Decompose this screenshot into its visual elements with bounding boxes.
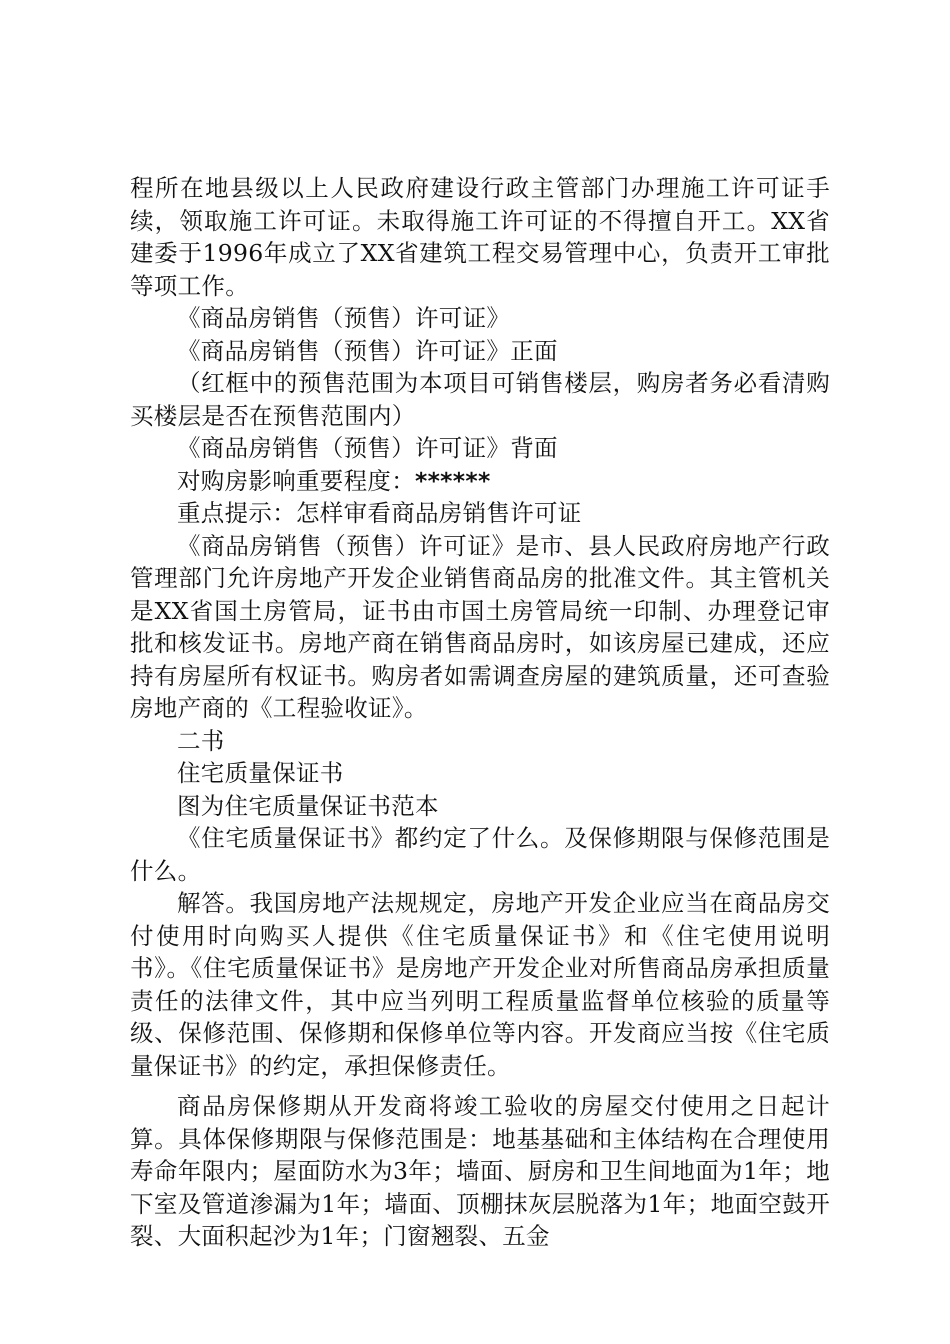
paragraph-sales-permit-explanation: 《商品房销售（预售）许可证》是市、县人民政府房地产行政管理部门允许房地产开发企业销售商品房的批准文件。其主管机关是XX省国土房管局，证书由市国土房管局统一印制、办理登记审批和核发证书。房地产商在销售商品房时，如该房屋已建成，还应持有房屋所有权证书。购房者如需调查房屋的建筑质量，还可查验房地产商的《工程验收证》。 (130, 531, 830, 722)
key-tip-heading: 重点提示：怎样审看商品房销售许可证 (177, 499, 582, 527)
section-heading-two-books: 二书 (177, 726, 225, 755)
paragraph-warranty-period: 商品房保修期从开发商将竣工验收的房屋交付使用之日起计算。具体保修期限与保修范围是：地基基础和主体结构在合理使用寿命年限内；屋面防水为3年；墙面、厨房和卫生间地面为1年；地下室及管道渗漏为1年；墙面、顶棚抹灰层脱落为1年；地面空鼓开裂、大面积起沙为1年；门窗翘裂、五金 (130, 1092, 830, 1250)
caption-quality-guarantee-sample: 图为住宅质量保证书范本 (177, 791, 439, 820)
paragraph-answer: 解答。我国房地产法规规定，房地产开发企业应当在商品房交付使用时向购买人提供《住宅质量保证书》和《住宅使用说明书》。《住宅质量保证书》是房地产开发企业对所售商品房承担质量责任的法律文件，其中应当列明工程质量监督单位核验的质量等级、保修范围、保修期和保修单位等内容。开发商应当按《住宅质量保证书》的约定，承担保修责任。 (130, 889, 830, 1080)
paragraph-construction-permit: 程所在地县级以上人民政府建设行政主管部门办理施工许可证手续，领取施工许可证。未取得施工许可证的不得擅自开工。XX省建委于1996年成立了XX省建筑工程交易管理中心，负责开工审批等项工作。 (130, 174, 830, 300)
heading-sales-permit: 《商品房销售（预售）许可证》 (177, 304, 511, 332)
question-quality-guarantee: 《住宅质量保证书》都约定了什么。及保修期限与保修范围是什么。 (130, 824, 830, 885)
caption-sales-permit-back: 《商品房销售（预售）许可证》背面 (177, 434, 558, 462)
importance-stars: ****** (415, 466, 491, 495)
heading-quality-guarantee: 住宅质量保证书 (177, 759, 344, 787)
document-body (130, 172, 830, 1253)
importance-label: 对购房影响重要程度： (177, 466, 415, 495)
caption-sales-permit-front: 《商品房销售（预售）许可证》正面 (177, 336, 558, 365)
importance-rating (130, 465, 830, 498)
note-presale-range: （红框中的预售范围为本项目可销售楼层，购房者务必看清购买楼层是否在预售范围内） (130, 369, 830, 430)
